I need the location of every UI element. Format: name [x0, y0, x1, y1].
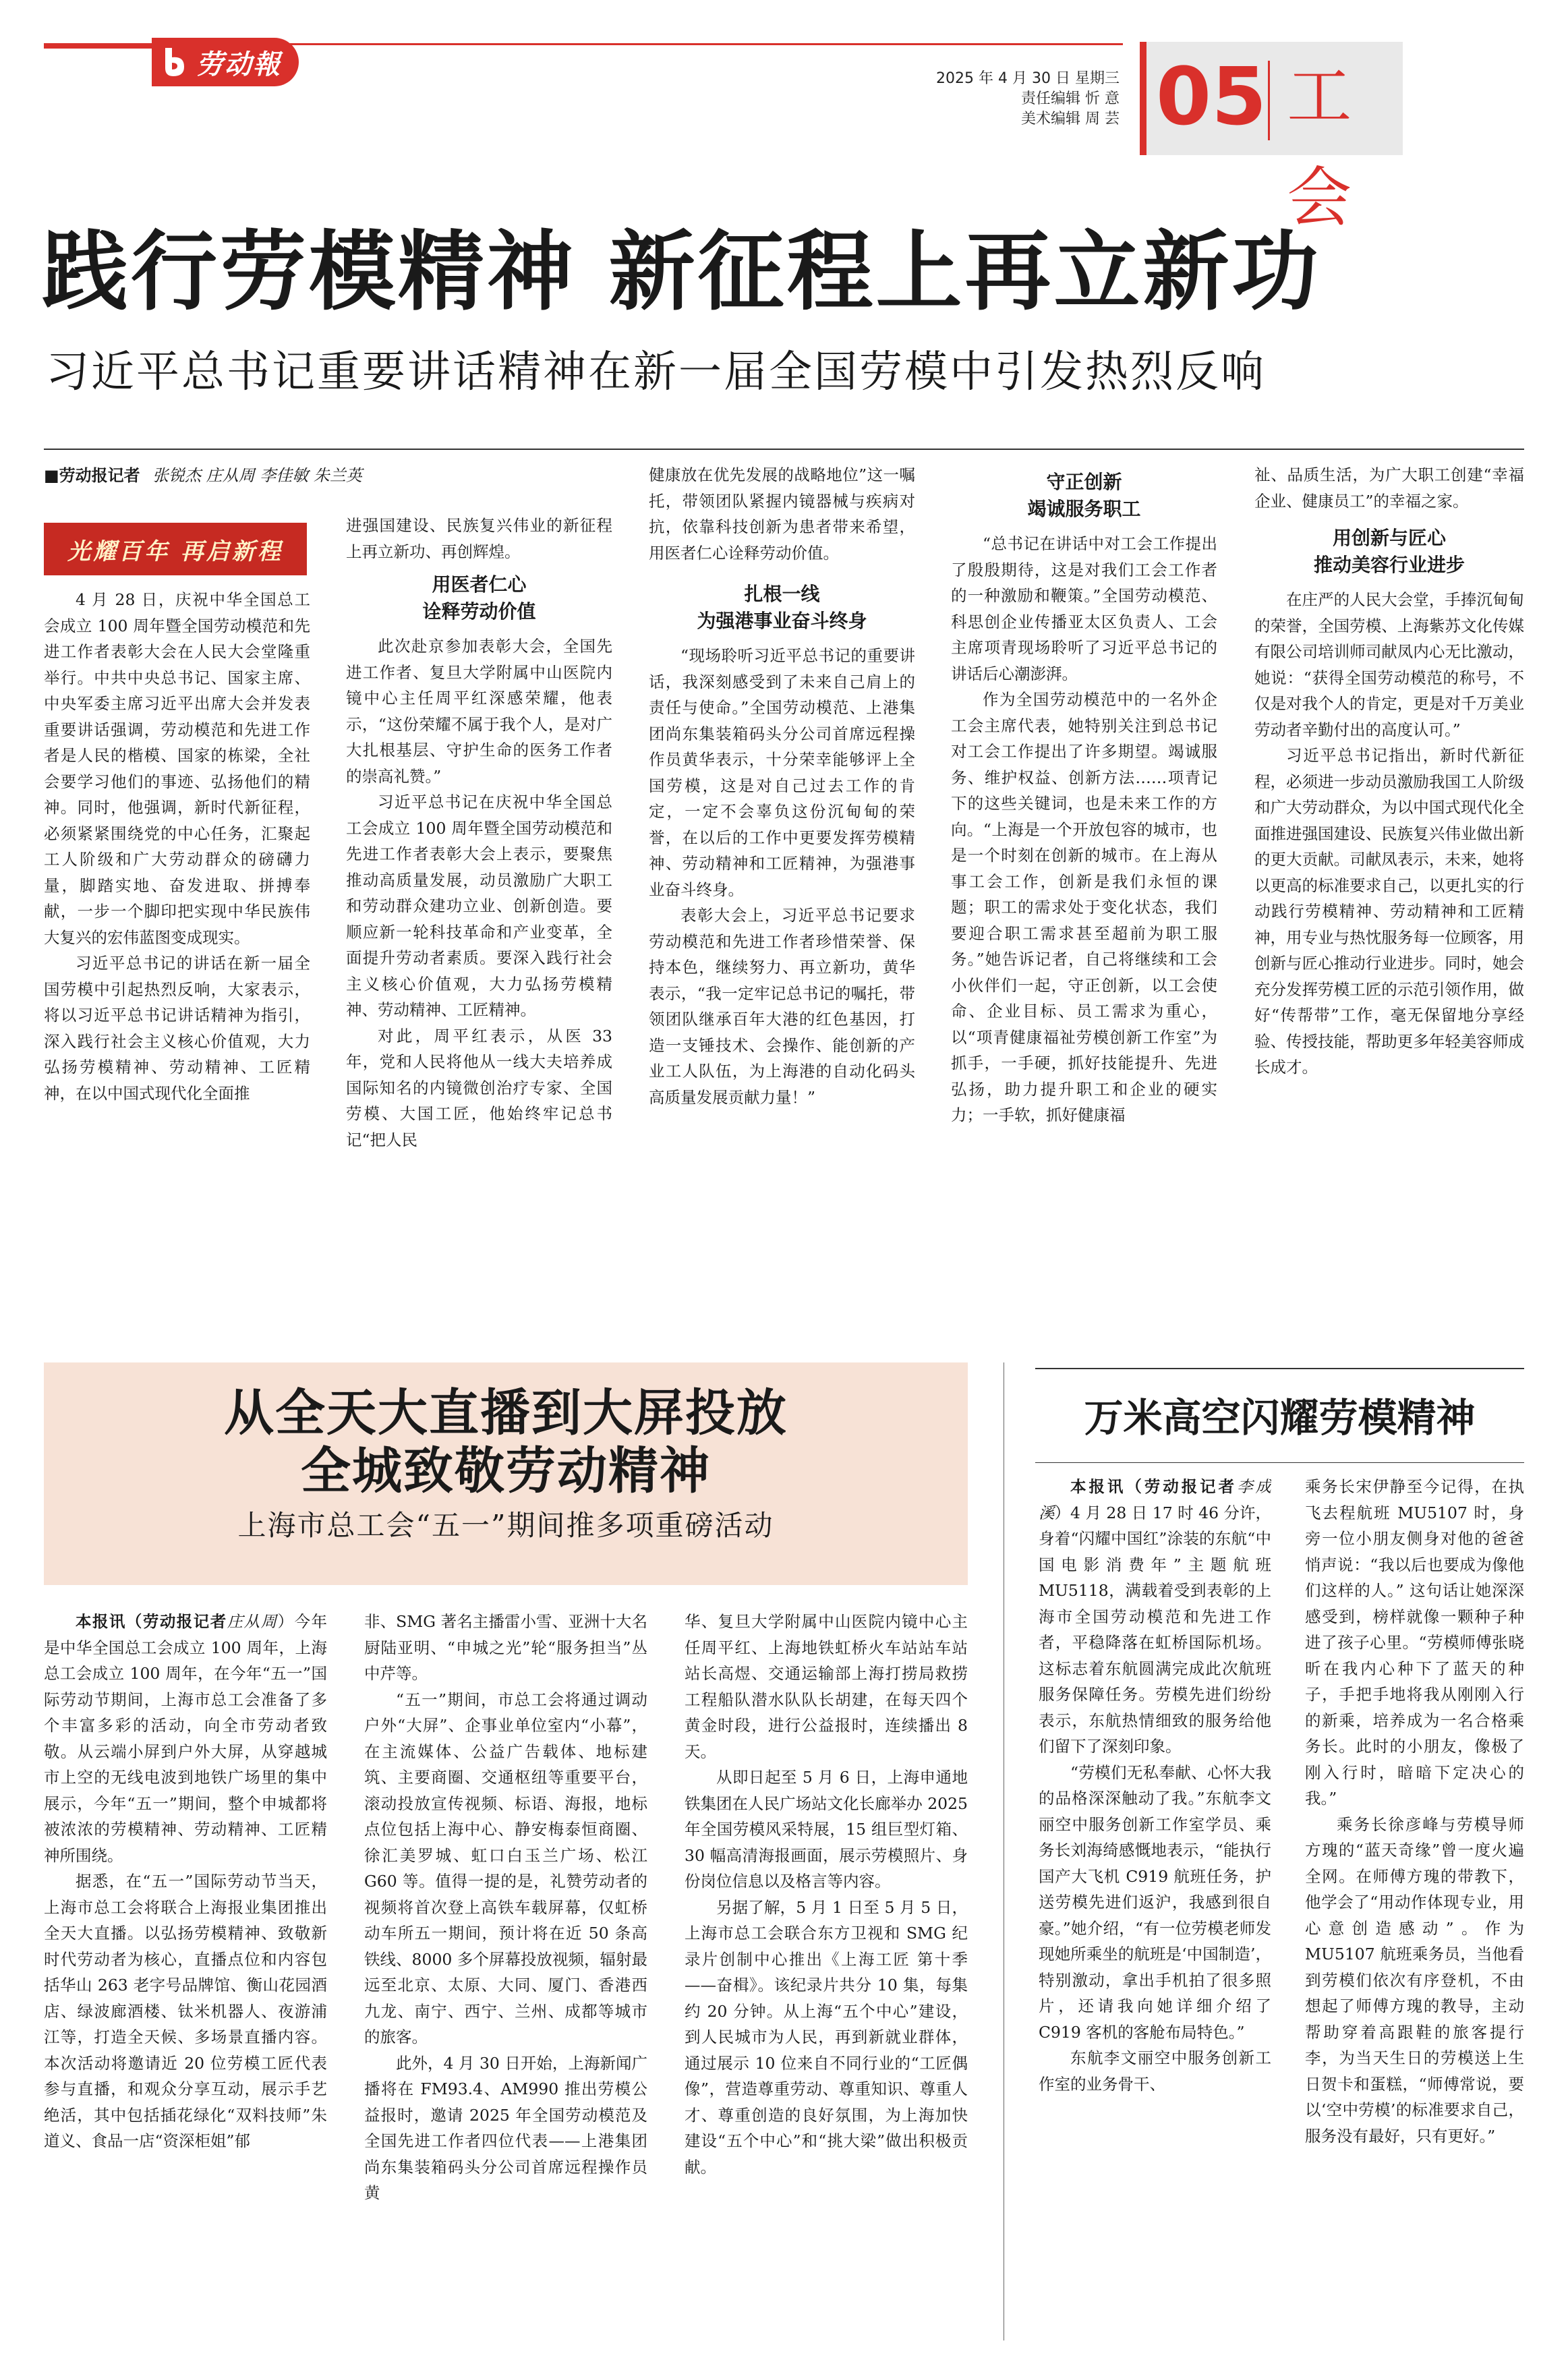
article2-column-3 — [685, 1609, 968, 2344]
issue-meta — [809, 69, 1120, 130]
paragraph: 进强国建设、民族复兴伟业的新征程上再立新功、再创辉煌。 — [346, 516, 612, 561]
main-subheadline: 习近平总书记重要讲话精神在新一届全国劳模中引发热烈反响 — [46, 347, 1266, 397]
article2-title-line2: 全城致敬劳动精神 — [301, 1442, 711, 1500]
paragraph: “总书记在讲话中对工会工作提出了殷殷期待，这是对我们工会工作者的一种激励和鞭策。”全国劳动模范、科思创企业传播亚太区负责人、工会主席项青现场聆听了习近平总书记的讲话后心潮澎湃。 — [951, 534, 1217, 683]
paragraph: 东航李文丽空中服务创新工作室的业务骨干、 — [1039, 2048, 1271, 2094]
page-tab-divider — [1268, 61, 1270, 140]
article1-byline-names: 张锐杰 庄从周 李佳敏 朱兰英 — [152, 466, 362, 485]
paragraph: “现场聆听习近平总书记的重要讲话，我深刻感受到了未来自己肩上的责任与使命。”全国劳动模范、上港集团尚东集装箱码头分公司首席远程操作员黄华表示，十分荣幸能够评上全国劳模，这是对自己过去工作的肯定，一定不会辜负这份沉甸甸的荣誉，在以后的工作中更要发挥劳模精神、劳动精神和工匠精神，为强港事业奋斗终身。 — [649, 646, 915, 899]
paragraph: 乘务长徐彦峰与劳模导师方瑰的“蓝天奇缘”曾一度火遍全网。在师傅方瑰的带教下，他学会了“用动作体现专业，用心意创造感动”。作为 MU5107 航班乘务员，当他看到劳模们依次有序登机，不由想起了师傅方瑰的教导，主动帮助穿着高跟鞋的旅客提行李，为当天生日的劳模送上生日贺卡和蛋糕，“师傅常说，要以‘空中劳模’的标准要求自己，服务没有最好，只有更好。” — [1305, 1814, 1524, 2146]
article3-byline-label: 本报讯（劳动报记者 — [1070, 1477, 1238, 1496]
article2-byline-name: 庄从周 — [227, 1612, 278, 1631]
paragraph: 4 月 28 日 17 时 46 分许，身着“闪耀中国红”涂装的东航“中国电影消费年”主题航班 MU5118，满载着受到表彰的上海市全国劳动模范和先进工作者，平稳降落在虹桥国际机场。这标志着东航圆满完成此次航班服务保障任务。劳模先进们纷纷表示，东航热情细致的服务给他们留下了深刻印象。 — [1039, 1503, 1271, 1756]
paragraph: “劳模们无私奉献、心怀大我的品格深深触动了我。”东航李文丽空中服务创新工作室学员、乘务长刘海绮感慨地表示，“能执行国产大飞机 C919 航班任务，护送劳模先进们返沪，我感到很自豪。”她介绍，“有一位劳模老师发现她所乘坐的航班是‘中国制造’，特别激动，拿出手机拍了很多照片，还请我向她详细介绍了 C919 客机的客舱布局特色。” — [1039, 1762, 1271, 2042]
article1-banner — [44, 523, 307, 575]
newspaper-name: 劳动報 — [196, 48, 281, 80]
paragraph: 健康放在优先发展的战略地位”这一嘱托，带领团队紧握内镜器械与疾病对抗，依靠科技创新为患者带来希望，用医者仁心诠释劳动价值。 — [649, 465, 915, 563]
article1-column-4 — [951, 469, 1217, 1302]
subheading-doctor: 用医者仁心 诠释劳动价值 — [422, 573, 536, 623]
issue-date: 2025 年 4 月 30 日 星期三 — [936, 70, 1120, 87]
article3-top-rule — [1035, 1368, 1524, 1369]
article1-byline — [44, 462, 362, 486]
paragraph: 习近平总书记在庆祝中华全国总工会成立 100 周年暨全国劳动模范和先进工作者表彰大会上表示，要聚焦推动高质量发展，动员激励广大职工和劳动群众建功立业、创新创造。要顺应新一轮科技革命和产业变革，全面提升劳动者素质。要深入践行社会主义核心价值观，大力弘扬劳模精神、劳动精神、工匠精神。 — [346, 793, 612, 1019]
article1-column-5 — [1254, 462, 1524, 1302]
article3-column-2 — [1305, 1474, 1524, 2344]
article2-byline-label: 本报讯（劳动报记者 — [76, 1612, 227, 1631]
paragraph: 祉、品质生活，为广大职工创建“幸福企业、健康员工”的幸福之家。 — [1254, 465, 1524, 511]
paragraph: 从即日起至 5 月 6 日，上海申通地铁集团在人民广场站文化长廊举办 2025 年全国劳模风采特展，15 组巨型灯箱、30 幅高清海报画面，展示劳模照片、身份岗位信息以及格言等内容。 — [685, 1768, 968, 1891]
paragraph: 习近平总书记的讲话在新一届全国劳模中引起热烈反响，大家表示，将以习近平总书记讲话精神为指引，深入践行社会主义核心价值观，大力弘扬劳模精神、劳动精神、工匠精神，在以中国式现代化全面推 — [44, 954, 310, 1103]
paragraph: 今年是中华全国总工会成立 100 周年，上海总工会成立 100 周年，在今年“五一”国际劳动节期间，上海市总工会准备了多个丰富多彩的活动，向全市劳动者致敬。从云端小屏到户外大屏，从穿越城市上空的无线电波到地铁广场里的集中展示，今年“五一”期间，整个申城都将被浓浓的劳模精神、劳动精神、工匠精神所围绕。 — [44, 1612, 327, 1865]
article1-banner-text: 光耀百年 再启新程 — [67, 538, 283, 565]
article2-column-2 — [364, 1609, 647, 2344]
paragraph: 华、复旦大学附属中山医院内镜中心主任周平红、上海地铁虹桥火车站站车站站长高煜、交通运输部上海打捞局救捞工程船队潜水队队长胡建，在每天四个黄金时段，进行公益报时，连续播出 8 天。 — [685, 1612, 968, 1761]
paragraph: 在庄严的人民大会堂，手捧沉甸甸的荣誉，全国劳模、上海紫苏文化传媒有限公司培训师司献凤内心无比激动，她说：“获得全国劳动模范的称号，不仅是对我个人的肯定，更是对千万美业劳动者辛勤付出的高度认可。” — [1254, 590, 1524, 739]
page-section-label: 工会 — [1287, 59, 1352, 235]
paragraph: 据悉，在“五一”国际劳动节当天，上海市总工会将联合上海报业集团推出全天大直播。以弘扬劳模精神、致敬新时代劳动者为核心，直播点位和内容包括华山 263 老字号品牌馆、衡山花园酒店、绿波廊酒楼、钛米机器人、夜游浦江等，打造全天候、多场景直播内容。本次活动将邀请近 20 位劳模工匠代表参与直播，和观众分享互动，展示手艺绝活，其中包括插花绿化“双料技师”朱道义、食品一店“资深柜姐”郁 — [44, 1872, 327, 2150]
paragraph: 乘务长宋伊静至今记得，在执飞去程航班 MU5107 时，身旁一位小朋友侧身对他的爸爸悄声说：“我以后也要成为像他们这样的人。” 这句话让她深深感受到，榜样就像一颗种子种进了孩子心里。“劳模师傅张晓昕在我内心种下了蓝天的种子，手把手地将我从刚刚入行的新乘，培养成为一名合格乘务长。此时的小朋友，像极了刚入行时，暗暗下定决心的我。” — [1305, 1477, 1524, 1808]
newspaper-logo-icon — [161, 47, 188, 78]
article3-title-rule — [1035, 1462, 1524, 1463]
main-headline: 践行劳模精神 新征程上再立新功 — [42, 221, 1321, 322]
article3-byline-name: 李成溪 — [1039, 1477, 1271, 1522]
paragraph: 作为全国劳动模范中的一名外企工会主席代表，她特别关注到总书记对工会工作提出了许多期望。竭诚服务、维护权益、创新方法……项青记下的这些关键词，也是未来工作的方向。“上海是一个开放包容的城市，也是一个时刻在创新的城市。在上海从事工会工作，创新是我们永恒的课题；职工的需求处于变化状态，我们要迎合职工需求甚至超前为职工服务。”她告诉记者，自己将继续和工会小伙伴们一起，守正创新，以工会使命、企业目标、员工需求为重心，以“项青健康福祉劳模创新工作室”为抓手，一手硬，抓好技能提升、先进弘扬，助力提升职工和企业的硬实力；一手软，抓好健康福 — [951, 690, 1217, 1124]
page-tab-accent — [1140, 42, 1146, 155]
subheading-port: 扎根一线 为强港事业奋斗终身 — [697, 583, 867, 632]
masthead-logo — [152, 38, 299, 86]
responsible-editor: 责任编辑 忻 意 — [1021, 90, 1120, 107]
paragraph: 4 月 28 日，庆祝中华全国总工会成立 100 周年暨全国劳动模范和先进工作者表彰大会在人民大会堂隆重举行。中共中央总书记、国家主席、中央军委主席习近平出席大会并发表重要讲话强调，劳动模范和先进工作者是人民的楷模、国家的栋梁，全社会要学习他们的事迹、弘扬他们的精神。同时，他强调，新时代新征程，必须紧紧围绕党的中心任务，汇聚起工人阶级和广大劳动群众的磅礴力量，脚踏实地、奋发进取、拼搏奉献，一步一个脚印把实现中华民族伟大复兴的宏伟蓝图变成现实。 — [44, 590, 310, 947]
article1-byline-label: ■劳动报记者 — [44, 466, 140, 485]
paragraph: 此外，4 月 30 日开始，上海新闻广播将在 FM93.4、AM990 推出劳模公益报时，邀请 2025 年全国劳动模范及全国先进工作者四位代表——上港集团尚东集装箱码头分公司首席远程操作员黄 — [364, 2053, 647, 2202]
page-number: 05 — [1156, 50, 1267, 143]
article2-column-1 — [44, 1609, 327, 2344]
paragraph: 另据了解，5 月 1 日至 5 月 5 日，上海市总工会联合东方卫视和 SMG 纪录片创制中心推出《上海工匠 第十季——奋楫》。该纪录片共分 10 集，每集约 20 分钟。从上海“五个中心”建设，到人民城市为人民，再到新就业群体，通过展示 10 位来自不同行业的“工匠偶像”，营造尊重劳动、尊重知识、尊重人才、尊重创造的良好氛围，为上海加快建设“五个中心”和“挑大梁”做出积极贡献。 — [685, 1897, 968, 2177]
subheading-beauty: 用创新与匠心 推动美容行业进步 — [1313, 527, 1465, 576]
art-editor: 美术编辑 周 芸 — [1021, 111, 1120, 127]
paragraph: “五一”期间，市总工会将通过调动户外“大屏”、企事业单位室内“小幕”，在主流媒体、公益广告载体、地标建筑、主要商圈、交通枢纽等重要平台，滚动投放宣传视频、标语、海报，地标点位包括上海中心、静安梅泰恒商圈、徐汇美罗城、虹口白玉兰广场、松江 G60 等。值得一提的是，礼赞劳动者的视频将首次登上高铁车载屏幕，仅虹桥动车所五一期间，预计将在近 50 条高铁线、8000 多个屏幕投放视频，辐射最远至北京、太原、大同、厦门、香港西九龙、南宁、西宁、兰州、成都等城市的旅客。 — [364, 1690, 647, 2046]
article1-column-1 — [44, 587, 310, 1302]
article1-column-3 — [649, 462, 915, 1302]
paragraph: 对此，周平红表示，从医 33 年，党和人民将他从一线大夫培养成国际知名的内镜微创治疗专家、全国劳模、大国工匠，他始终牢记总书记“把人民 — [346, 1026, 612, 1149]
paragraph: 习近平总书记指出，新时代新征程，必须进一步动员激励我国工人阶级和广大劳动群众，为以中国式现代化全面推进强国建设、民族复兴伟业做出新的更大贡献。司献凤表示，未来，她将以更高的标准要求自己，以更扎实的行动践行劳模精神、劳动精神和工匠精神，用专业与热忱服务每一位顾客，用创新与匠心推动行业进步。同时，她会充分发挥劳模工匠的示范引领作用，做好“传帮带”工作，毫无保留地分享经验、传授技能，帮助更多年轻美容师成长成才。 — [1254, 746, 1524, 1076]
masthead-rule-top — [152, 43, 1123, 45]
article3-byline-end: ） — [1054, 1503, 1071, 1522]
headline-rule — [44, 449, 1524, 450]
paragraph: 非、SMG 著名主播雷小雪、亚洲十大名厨陆亚明、“申城之光”轮“服务担当”丛中芹等。 — [364, 1612, 647, 1683]
article3-column-1 — [1039, 1474, 1271, 2344]
masthead-rule-left — [44, 43, 152, 49]
page-tab — [1140, 42, 1403, 235]
article3-title: 万米高空闪耀劳模精神 — [1084, 1395, 1476, 1441]
article2-byline-end: ） — [277, 1612, 295, 1631]
article2-subtitle: 上海市总工会“五一”期间推多项重磅活动 — [237, 1509, 774, 1542]
paragraph: 此次赴京参加表彰大会，全国先进工作者、复旦大学附属中山医院内镜中心主任周平红深感荣耀，他表示，“这份荣耀不属于我个人，是对广大扎根基层、守护生命的医务工作者的崇高礼赞。” — [346, 637, 612, 786]
article1-column-2 — [346, 513, 612, 1302]
article2-header-box — [44, 1362, 968, 1585]
subheading-union: 守正创新 竭诚服务职工 — [1027, 471, 1141, 520]
article2-title-line1: 从全天大直播到大屏投放 — [224, 1384, 788, 1442]
paragraph: 表彰大会上，习近平总书记要求劳动模范和先进工作者珍惜荣誉、保持本色，继续努力、再立新功，黄华表示，“我一定牢记总书记的嘱托，带领团队继承百年大港的红色基因，打造一支锤技术、会操作、能创新的产业工人队伍，为上海港的自动化码头高质量发展贡献力量！” — [649, 906, 915, 1107]
